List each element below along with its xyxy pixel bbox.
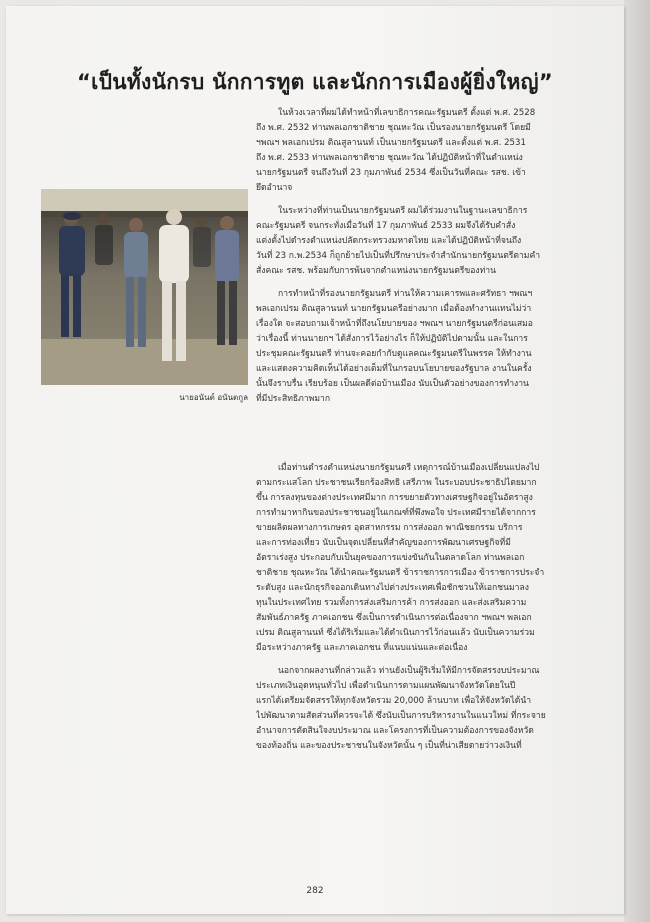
page-edge-shadow [624, 0, 650, 922]
paragraph-line: ในระหว่างที่ท่านเป็นนายกรัฐมนตรี ผมได้ร่วมงานในฐานะเลขาธิการ [278, 206, 528, 216]
paragraph-line: ในห้วงเวลาที่ผมได้ทำหน้าที่เลขาธิการคณะรัฐมนตรี ตั้งแต่ พ.ศ. 2528 [278, 108, 536, 118]
paragraph-line: แรกได้เตรียมจัดสรรให้ทุกจังหวัดรวม 20,000 ล้านบาท เพื่อให้จังหวัดได้นำ [256, 696, 532, 706]
page-number: 282 [306, 886, 324, 896]
document-page [6, 6, 624, 914]
paragraph-line: ของท้องถิ่น และของประชาชนในจังหวัดนั้น ๆ เป็นที่น่าเสียดายว่าวงเงินที่ [256, 741, 522, 751]
paragraph-line: ถึง พ.ศ. 2532 ท่านพลเอกชาติชาย ชุณหะวัณ เป็นรองนายกรัฐมนตรี โดยมี [256, 123, 531, 133]
body-text-upper [256, 106, 624, 407]
paragraph-line: ทุนในประเทศไทย รวมทั้งการส่งเสริมการค้า การส่งออก และส่งเสริมความ [256, 598, 527, 608]
paragraph-line: แต่งตั้งไปดำรงตำแหน่งปลัดกระทรวงมหาดไทย และได้ปฏิบัติหน้าที่จนถึง [256, 236, 522, 246]
paragraph-line: เปรม ติณสูลานนท์ ซึ่งได้ริเริ่มและได้ดำเนินการไว้ก่อนแล้ว นับเป็นความร่วม [256, 628, 535, 638]
paragraph-line: วันที่ 23 ก.พ.2534 ก็ถูกย้ายไปเป็นที่ปรึกษาประจำสำนักนายกรัฐมนตรีตามคำ [256, 251, 541, 261]
paragraph-line: ขายผลิตผลทางการเกษตร อุตสาหกรรม การส่งออก พาณิชยกรรม บริการ [256, 523, 523, 533]
paragraph-line: เรื่องใด จะสอบถามเจ้าหน้าที่ถึงนโยบายของ ฯพณฯ นายกรัฐมนตรีก่อนเสมอ [256, 319, 533, 329]
paragraph-line: อำนาจการตัดสินใจงบประมาณ และโครงการที่เป็นความต้องการของจังหวัด [256, 726, 534, 736]
paragraph-line: ชาติชาย ชุณหะวัณ ได้นำคณะรัฐมนตรี ข้าราชการการเมือง ข้าราชการประจำ [256, 568, 545, 578]
paragraph-line: ไปพัฒนาตามสัดส่วนที่ควรจะได้ ซึ่งนับเป็นการบริหารงานในแนวใหม่ ที่กระจาย [256, 711, 546, 721]
paragraph-line: ระดับสูง และนักธุรกิจออกเดินทางไปต่างประเทศเพื่อชักชวนให้เอกชนมาลง [256, 583, 529, 593]
paragraph-line: นายกรัฐมนตรี จนถึงวันที่ 23 กุมภาพันธ์ 2534 ซึ่งเป็นวันที่คณะ รสช. เข้า [256, 168, 526, 178]
photo-image [41, 189, 248, 385]
paragraph-line: ว่าเรื่องนี้ ท่านนายกฯ ได้สั่งการไว้อย่างไร ก็ให้ปฏิบัติไปตามนั้น และในการ [256, 334, 528, 344]
paragraph-line: นั้นจึงราบรื่น เรียบร้อย เป็นผลดีต่อบ้านเมือง นับเป็นตัวอย่างของการทำงาน [256, 379, 529, 389]
paragraph-line: และการท่องเที่ยว นับเป็นจุดเปลี่ยนที่สำคัญของการพัฒนาเศรษฐกิจที่มี [256, 538, 511, 548]
paragraph-line: ขึ้น การลงทุนของต่างประเทศมีมาก การขยายตัวทางเศรษฐกิจอยู่ในอัตราสูง [256, 493, 533, 503]
page-title: “เป็นทั้งนักรบ นักการทูต และนักการเมืองผู้ยิ่งใหญ่” [77, 70, 553, 94]
photo-figure [41, 189, 248, 385]
paragraph-gap [256, 279, 624, 287]
paragraph-line: ยึดอำนาจ [256, 183, 293, 193]
paragraph-line: ฯพณฯ พลเอกเปรม ติณสูลานนท์ เป็นนายกรัฐมนตรี และตั้งแต่ พ.ศ. 2531 [256, 138, 526, 148]
paragraph-line: ถึง พ.ศ. 2533 ท่านพลเอกชาติชาย ชุณหะวัณ ได้ปฏิบัติหน้าที่ในตำแหน่ง [256, 153, 523, 163]
paragraph-line: การทำมาหากินของประชาชนอยู่ในเกณฑ์ที่พึงพอใจ ประเทศมีรายได้จากการ [256, 508, 536, 518]
paragraph-line: สัมพันธ์ภาครัฐ ภาคเอกชน ซึ่งเป็นการดำเนินการต่อเนื่องจาก ฯพณฯ พลเอก [256, 613, 532, 623]
paragraph-line: ประชุมคณะรัฐมนตรี ท่านจะคอยกำกับดูแลคณะรัฐมนตรีในพรรค ให้ทำงาน [256, 349, 532, 359]
paragraph-line: อัตราเร่งสูง ประกอบกับเป็นยุคของการแข่งขันกันในตลาดโลก ท่านพลเอก [256, 553, 525, 563]
paragraph-line: เมื่อท่านดำรงตำแหน่งนายกรัฐมนตรี เหตุการณ์บ้านเมืองเปลี่ยนแปลงไป [278, 463, 540, 473]
paragraph-line: พลเอกเปรม ติณสูลานนท์ นายกรัฐมนตรีอย่างมาก เมื่อต้องทำงานแทนไม่ว่า [256, 304, 532, 314]
paragraph-line: ที่มีประสิทธิภาพมาก [256, 394, 331, 404]
paragraph-line: และแสดงความคิดเห็นได้อย่างเต็มที่ในกรอบนโยบายของรัฐบาล งานในครั้ง [256, 364, 532, 374]
paragraph-gap [256, 196, 624, 204]
photo-caption: นายอนันต์ อนันตกูล [179, 393, 248, 402]
paragraph-line: สั่งคณะ รสช. พร้อมกับการพ้นจากตำแหน่งนายกรัฐมนตรีของท่าน [256, 266, 496, 276]
paragraph-line: นอกจากผลงานที่กล่าวแล้ว ท่านยังเป็นผู้ริเริ่มให้มีการจัดสรรงบประมาณ [278, 666, 540, 676]
paragraph-line: คณะรัฐมนตรี จนกระทั่งเมื่อวันที่ 17 กุมภาพันธ์ 2533 ผมจึงได้รับคำสั่ง [256, 221, 516, 231]
paragraph-line: มือระหว่างภาครัฐ และภาคเอกชน ที่แนบแน่นและต่อเนื่อง [256, 643, 468, 653]
body-text-lower [256, 461, 624, 754]
paragraph-line: ตามกระแสโลก ประชาชนเรียกร้องสิทธิ เสรีภาพ ในระบอบประชาธิปไตยมาก [256, 478, 537, 488]
paragraph-line: การทำหน้าที่รองนายกรัฐมนตรี ท่านให้ความเคารพและศรัทธา ฯพณฯ [278, 289, 533, 299]
paragraph-gap [256, 656, 624, 664]
paragraph-line: ประเภทเงินอุดหนุนทั่วไป เพื่อดำเนินการตามแผนพัฒนาจังหวัดโดยในปี [256, 681, 516, 691]
